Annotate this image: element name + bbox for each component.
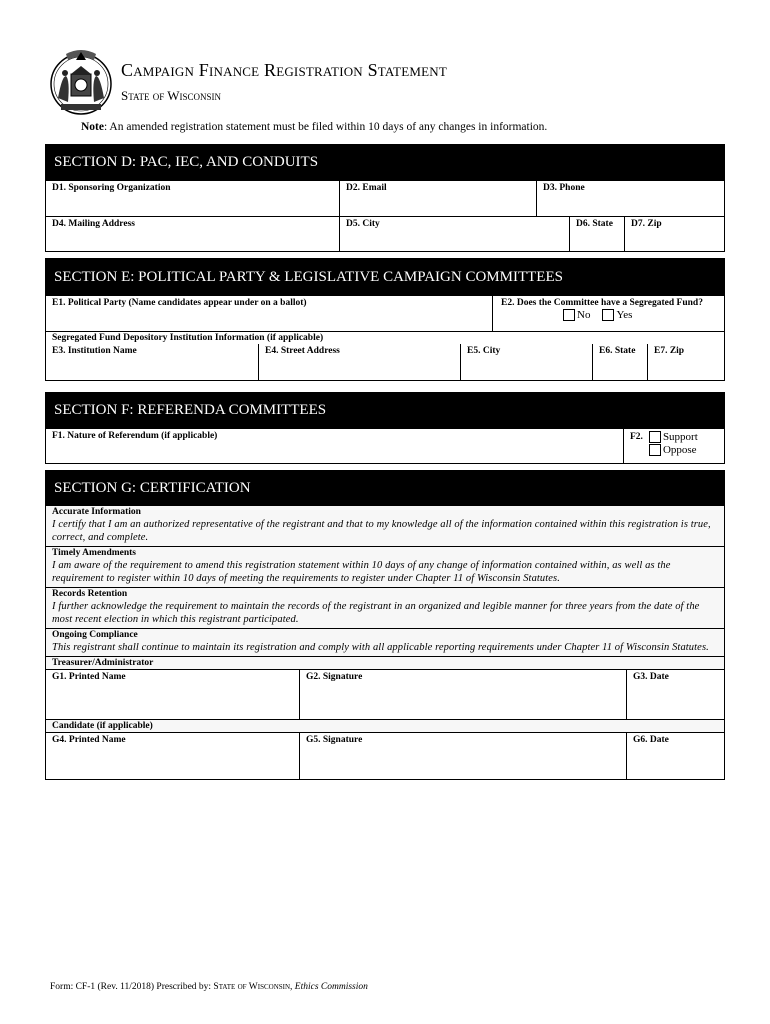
g2-field[interactable] — [299, 670, 626, 719]
accurate-info-text: I certify that I am an authorized representative of the registrant and that to my knowledge all of the information contained within this registration is true, correct, and complete. — [52, 519, 711, 543]
g5-label: G5. Signature — [306, 735, 363, 745]
e2-field — [492, 296, 724, 331]
e7-field[interactable] — [647, 344, 724, 380]
accurate-info-block — [46, 506, 724, 546]
g6-label: G6. Date — [633, 735, 669, 745]
footer-commission: Ethics Commission — [294, 982, 368, 992]
timely-amendments-block — [46, 546, 724, 587]
e2-no-checkbox[interactable] — [563, 309, 575, 321]
g2-label: G2. Signature — [306, 672, 363, 682]
e3-label: E3. Institution Name — [52, 346, 137, 356]
form-subtitle: State of Wisconsin — [121, 88, 222, 103]
records-retention-text: I further acknowledge the requirement to maintain the records of the registrant in an organized and legible manner for three years from the date of the most recent election in which this registrant participated. — [52, 601, 700, 625]
f1-field[interactable] — [46, 429, 623, 463]
f2-oppose-checkbox[interactable] — [649, 444, 661, 456]
f2-label: F2. — [630, 432, 643, 442]
note-text: : An amended registration statement must be filed within 10 days of any changes in information. — [104, 121, 548, 133]
ongoing-compliance-text: This registrant shall continue to maintain its registration and comply with all applicable reporting requirements under Chapter 11 of Wisconsin Statutes. — [52, 642, 709, 653]
section-e — [45, 258, 725, 381]
g4-field[interactable] — [46, 733, 299, 779]
segregated-fund-label: Segregated Fund Depository Institution Information (if applicable) — [46, 331, 724, 344]
d2-label: D2. Email — [346, 183, 387, 193]
d3-field[interactable] — [536, 181, 724, 216]
e7-label: E7. Zip — [654, 346, 685, 356]
e1-label: E1. Political Party (Name candidates appear under on a ballot) — [52, 298, 307, 308]
d5-label: D5. City — [346, 219, 380, 229]
d5-field[interactable] — [339, 217, 569, 251]
e5-field[interactable] — [460, 344, 592, 380]
section-d-row-2 — [46, 216, 724, 251]
d2-field[interactable] — [339, 181, 536, 216]
e1-field[interactable] — [46, 296, 492, 331]
e2-label: E2. Does the Committee have a Segregated Fund? — [501, 298, 703, 308]
timely-amendments-label: Timely Amendments — [52, 548, 137, 558]
note-label: Note — [81, 121, 104, 133]
g1-field[interactable] — [46, 670, 299, 719]
accurate-info-label: Accurate Information — [52, 507, 141, 517]
records-retention-label: Records Retention — [52, 589, 128, 599]
d7-label: D7. Zip — [631, 219, 662, 229]
footer-sep: , — [290, 982, 295, 992]
d4-label: D4. Mailing Address — [52, 219, 135, 229]
e2-yes-option[interactable] — [602, 309, 632, 321]
d7-field[interactable] — [624, 217, 724, 251]
e6-field[interactable] — [592, 344, 647, 380]
e4-field[interactable] — [258, 344, 460, 380]
g4-label: G4. Printed Name — [52, 735, 126, 745]
e2-yes-checkbox[interactable] — [602, 309, 614, 321]
e5-label: E5. City — [467, 346, 501, 356]
g5-field[interactable] — [299, 733, 626, 779]
section-f-heading: SECTION F: REFERENDA COMMITTEES — [46, 393, 724, 428]
d4-field[interactable] — [46, 217, 339, 251]
f2-oppose-option[interactable] — [649, 444, 698, 456]
e3-field[interactable] — [46, 344, 258, 380]
e2-no-label: No — [577, 309, 591, 321]
section-g — [45, 470, 725, 780]
section-e-row-1 — [46, 295, 724, 331]
f1-label: F1. Nature of Referendum (if applicable) — [52, 431, 218, 441]
ongoing-compliance-label: Ongoing Compliance — [52, 630, 138, 640]
d6-label: D6. State — [576, 219, 613, 229]
note-line — [81, 121, 547, 133]
f2-oppose-label: Oppose — [662, 444, 697, 456]
treasurer-label: Treasurer/Administrator — [46, 656, 724, 669]
section-f-row-1 — [46, 428, 724, 463]
timely-amendments-text: I am aware of the requirement to amend this registration statement within 10 days of any change of information contained within, as well as the requirement to register within 10 days of meeting the requirements to register under Chapter 11 of Wisconsin Statutes. — [52, 560, 671, 584]
section-e-row-2 — [46, 344, 724, 380]
section-e-heading: SECTION E: POLITICAL PARTY & LEGISLATIVE CAMPAIGN COMMITTEES — [46, 259, 724, 295]
g6-field[interactable] — [626, 733, 724, 779]
section-d-heading: SECTION D: PAC, IEC, AND CONDUITS — [46, 145, 724, 180]
g3-field[interactable] — [626, 670, 724, 719]
section-g-heading: SECTION G: CERTIFICATION — [46, 471, 724, 506]
f2-field — [623, 429, 724, 463]
d1-label: D1. Sponsoring Organization — [52, 183, 171, 193]
d1-field[interactable] — [46, 181, 339, 216]
candidate-row — [46, 732, 724, 779]
treasurer-row — [46, 669, 724, 719]
section-f — [45, 392, 725, 464]
d6-field[interactable] — [569, 217, 624, 251]
e2-yes-label: Yes — [616, 309, 633, 321]
section-d-row-1 — [46, 180, 724, 216]
form-footer — [50, 982, 368, 992]
footer-form: Form: CF-1 (Rev. 11/2018) Prescribed by: — [50, 982, 214, 992]
e6-label: E6. State — [599, 346, 636, 356]
f2-support-checkbox[interactable] — [649, 431, 661, 443]
f2-support-option[interactable] — [649, 431, 698, 443]
f2-support-label: Support — [662, 431, 698, 443]
e2-no-option[interactable] — [563, 309, 590, 321]
e4-label: E4. Street Address — [265, 346, 340, 356]
g1-label: G1. Printed Name — [52, 672, 126, 682]
footer-state: State of Wisconsin — [213, 982, 291, 992]
records-retention-block — [46, 587, 724, 628]
ongoing-compliance-block — [46, 628, 724, 656]
state-seal-logo — [46, 46, 116, 118]
d3-label: D3. Phone — [543, 183, 585, 193]
g3-label: G3. Date — [633, 672, 669, 682]
form-title: Campaign Finance Registration Statement — [121, 60, 447, 80]
candidate-label: Candidate (if applicable) — [46, 719, 724, 732]
section-d — [45, 144, 725, 252]
